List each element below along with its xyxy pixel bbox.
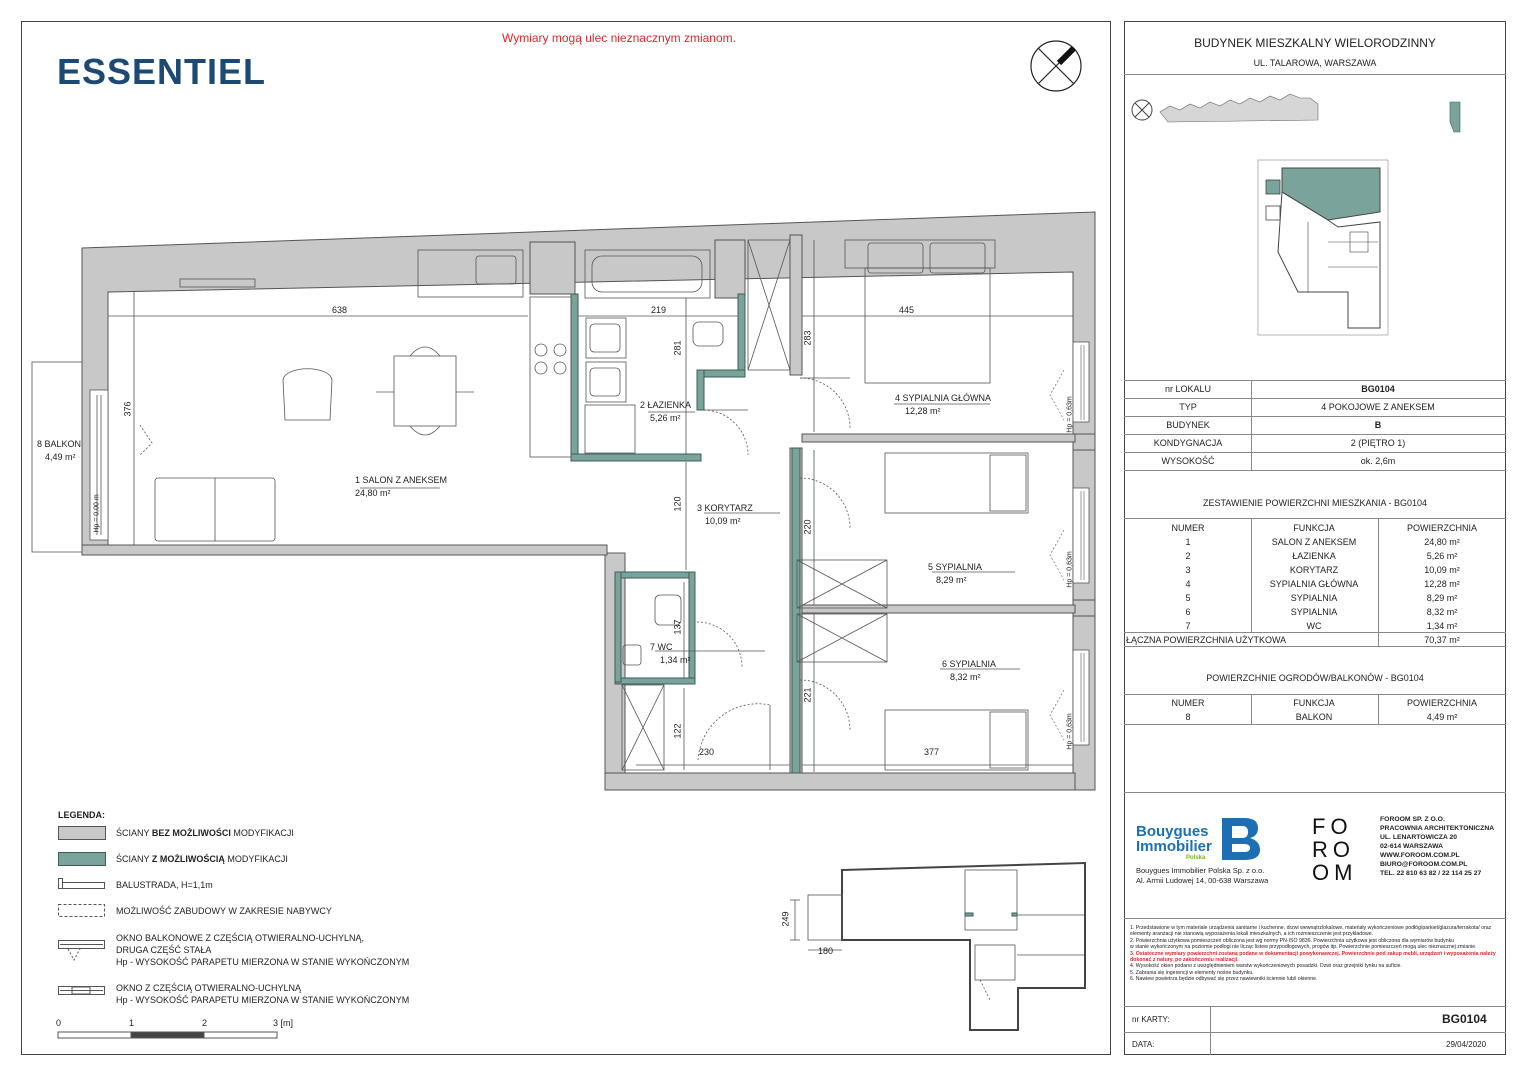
footnotes: 1. Przedstawione w tym materiale urządzenia sanitarne i kuchenne, drzwi wewnątrzlokalowe, materiały wykończeniowe podłóg/parkiet/glazura/terrakota/ oraz elementy aranżacji nie stanowią wyposażenia lokali mieszkalnych, a ich rozmieszczenie jest przykładowe. 2. Powierzchnia użytkowa pomieszczeń obliczona jest wg normy PN-ISO 9836. Powierzchnia użytkowa jest obliczona dla wymiarów budynku w stanie wykończonym na poziomie podłogi nie licząc listew przypodłogowych, progów itp. Powierzchnie pomieszczeń mogą ulec nieznacznej zmianie. 3. Ostateczne wymiary powierzchni zostaną podane w dokumentacji powykonawczej. Powierzchnie pod zakup mebli, urządzeń i wyposażenia należy dokonać z natury, po zakończeniu realizacji. 4. Wysokość okien podano z uwzględnieniem warstw wykończeniowych posadzki. Dzwi oraz grzejniki tynku na suficie. 5. Zabrania się ingerencji w elementy nośne budynku. 6. Nawiew powietrza będzie odbywać się przez nawiewniki ściennie lub/i okienne.: [1130, 925, 1496, 983]
info-label-lokal: nr LOKALU: [1164, 384, 1212, 394]
room-label-lazienka: 2 ŁAZIENKA 5,26 m²: [640, 400, 692, 423]
summary-row-area: 1,34 m²: [1426, 621, 1458, 631]
dim-638: 638: [332, 305, 348, 315]
summary-row-area: 12,28 m²: [1424, 579, 1460, 589]
compass-icon: [1028, 38, 1084, 94]
dim-376: 376: [122, 401, 133, 417]
info-value-typ: 4 POKOJOWE Z ANEKSEM: [1321, 402, 1435, 412]
scale-label-0: 0: [56, 1018, 62, 1028]
scale-label-1: 1: [129, 1018, 135, 1028]
site-plan: [1128, 92, 1498, 342]
summary-row-area: 10,09 m²: [1424, 565, 1460, 575]
window-icon: [58, 984, 106, 998]
building-address: UL. TALAROWA, WARSZAWA: [1253, 58, 1377, 68]
summary-header-funkcja: FUNKCJA: [1293, 523, 1335, 533]
scale-label-3: 3 [m]: [273, 1018, 294, 1028]
bouygues-logo: Bouygues Immobilier Polska: [1136, 823, 1212, 861]
dim-230: 230: [699, 747, 715, 757]
summary-header-powierzchnia: POWIERZCHNIA: [1406, 523, 1478, 533]
legend-title: LEGENDA:: [58, 810, 105, 820]
summary-row-num: 4: [1185, 579, 1191, 589]
hp-room4: Hp = 0,63m: [1066, 396, 1074, 433]
divider: [1124, 1032, 1506, 1033]
summary-row-func: SYPIALNIA GŁÓWNA: [1269, 579, 1359, 589]
room-label-sypialnia-5: 5 SYPIALNIA 8,29 m²: [928, 562, 983, 585]
summary-table: [1124, 518, 1506, 658]
summary-total-value: 70,37 m²: [1424, 635, 1460, 645]
scale-label-2: 2: [202, 1018, 208, 1028]
dim-137: 137: [672, 619, 683, 635]
card-label: nr KARTY:: [1132, 1015, 1170, 1024]
dim-281: 281: [672, 340, 683, 356]
summary-row-func: SYPIALNIA: [1290, 607, 1338, 617]
scale-bar: [56, 1030, 286, 1042]
info-value-lokal: BG0104: [1361, 384, 1395, 394]
legend-build-area-icon: [58, 904, 106, 918]
room-label-sypialnia-glowna: 4 SYPIALNIA GŁÓWNA 12,28 m²: [895, 393, 992, 416]
summary-row-num: 5: [1185, 593, 1191, 603]
bouygues-address-line1: Bouygues Immobilier Polska Sp. z o.o.: [1136, 866, 1265, 875]
summary-row-num: 7: [1185, 621, 1191, 631]
balcony-table: [1124, 694, 1506, 726]
summary-row-area: 24,80 m²: [1424, 537, 1460, 547]
room-label-sypialnia-6: 6 SYPIALNIA 8,32 m²: [942, 659, 997, 682]
legend-text-balcony-window: OKNO BALKONOWE Z CZĘŚCIĄ OTWIERALNO-UCHYLNĄ, DRUGA CZĘŚĆ STAŁA Hp - WYSOKOŚĆ PARAPETU MIERZONA W STANIE WYKOŃCZONYM: [116, 933, 410, 967]
dim-120: 120: [672, 496, 683, 512]
info-label-budynek: BUDYNEK: [1166, 420, 1210, 430]
info-value-wysokosc: ok. 2,6m: [1360, 456, 1396, 466]
dim-445: 445: [899, 305, 915, 315]
legend-swatch-grey: [58, 826, 106, 840]
legend-text-build-area: MOŻLIWOŚĆ ZABUDOWY W ZAKRESIE NABYWCY: [116, 906, 332, 916]
legend-balustrade-icon: [58, 878, 106, 892]
summary-row-func: ŁAZIENKA: [1292, 551, 1336, 561]
dim-220: 220: [802, 519, 813, 535]
hp-room6: Hp = 0,63m: [1066, 713, 1074, 750]
divider: [1210, 1006, 1211, 1055]
summary-row-num: 2: [1185, 551, 1191, 561]
hp-room5: Hp = 0,63m: [1066, 551, 1074, 588]
summary-row-area: 8,29 m²: [1426, 593, 1458, 603]
dimensions-warning: Wymiary mogą ulec nieznacznym zmianom.: [502, 31, 736, 45]
info-label-wysokosc: WYSOKOŚĆ: [1161, 456, 1215, 466]
dim-377: 377: [924, 747, 940, 757]
divider: [1124, 74, 1506, 75]
balcony-row-func: BALKON: [1295, 712, 1333, 722]
foroom-logo: FO RO OM: [1312, 814, 1358, 885]
summary-row-area: 5,26 m²: [1426, 551, 1458, 561]
summary-row-num: 1: [1185, 537, 1191, 547]
divider: [1124, 918, 1506, 919]
room-label-balkon: 8 BALKON 4,49 m²: [37, 439, 82, 462]
summary-title: ZESTAWIENIE POWIERZCHNI MIESZKANIA - BG0104: [1202, 498, 1428, 508]
legend-text-walls-modifiable: ŚCIANY Z MOŻLIWOŚCIĄ MODYFIKACJI: [116, 854, 288, 864]
foroom-details: FOROOM SP. Z O.O. PRACOWNIA ARCHITEKTONICZNA UL. LENARTOWICZA 20 02-614 WARSZAWA WWW.FOROOM.COM.PL BIURO@FOROOM.COM.PL TEL. 22 810 63 82 / 22 114 25 27: [1380, 816, 1495, 877]
legend-text-window: OKNO Z CZĘŚCIĄ OTWIERALNO-UCHYLNĄ Hp - WYSOKOŚĆ PARAPETU MIERZONA W STANIE WYKOŃCZONYM: [116, 983, 410, 1005]
summary-row-num: 3: [1185, 565, 1191, 575]
divider: [1124, 792, 1506, 793]
room-label-salon: 1 SALON Z ANEKSEM 24,80 m²: [355, 475, 448, 498]
balcony-header-numer: NUMER: [1171, 698, 1205, 708]
bouygues-b-icon: [1218, 816, 1262, 862]
key-dim-249: 249: [780, 911, 791, 927]
card-number: BG0104: [1442, 1012, 1487, 1026]
building-title: BUDYNEK MIESZKALNY WIELORODZINNY: [1194, 36, 1436, 50]
summary-row-num: 6: [1185, 607, 1191, 617]
balcony-title: POWIERZCHNIE OGRODÓW/BALKONÓW - BG0104: [1206, 673, 1424, 683]
dim-122: 122: [672, 723, 683, 739]
summary-total-label: ŁĄCZNA POWIERZCHNIA UŻYTKOWA: [1126, 635, 1287, 645]
balcony-row-area: 4,49 m²: [1426, 712, 1458, 722]
info-label-kondygnacja: KONDYGNACJA: [1153, 438, 1223, 448]
date-label: DATA:: [1132, 1040, 1155, 1049]
hp-balcony: Hp = 0,00 m: [93, 494, 101, 533]
summary-row-func: WC: [1306, 621, 1322, 631]
balcony-row-num: 8: [1185, 712, 1191, 722]
legend-text-balustrade: BALUSTRADA, H=1,1m: [116, 880, 213, 890]
summary-header-numer: NUMER: [1171, 523, 1205, 533]
dim-283: 283: [802, 330, 813, 346]
info-value-kondygnacja: 2 (PIĘTRO 1): [1350, 438, 1406, 448]
info-label-typ: TYP: [1179, 402, 1197, 412]
room-label-wc: 7 WC 1,34 m²: [650, 642, 691, 665]
dim-221: 221: [802, 687, 813, 703]
essentiel-logo: ESSENTIEL: [57, 51, 267, 92]
summary-row-func: KORYTARZ: [1289, 565, 1339, 575]
divider: [1124, 1006, 1506, 1007]
legend-text-walls-fixed: ŚCIANY BEZ MOŻLIWOŚCI MODYFIKACJI: [116, 828, 294, 838]
balcony-header-funkcja: FUNKCJA: [1293, 698, 1335, 708]
summary-row-func: SYPIALNIA: [1290, 593, 1338, 603]
bouygues-address-line2: Al. Armii Ludowej 14, 00-638 Warszawa: [1136, 876, 1269, 885]
room-label-korytarz: 3 KORYTARZ 10,09 m²: [697, 503, 753, 526]
date-value: 29/04/2020: [1446, 1040, 1487, 1049]
summary-row-func: SALON Z ANEKSEM: [1271, 537, 1357, 547]
summary-row-area: 8,32 m²: [1426, 607, 1458, 617]
balcony-window-icon: [58, 938, 106, 964]
floor-plan: [25, 205, 1105, 805]
balcony-header-powierzchnia: POWIERZCHNIA: [1406, 698, 1478, 708]
key-dim-180: 180: [818, 946, 834, 956]
info-table: [1124, 380, 1506, 472]
info-value-budynek: B: [1374, 420, 1382, 430]
legend-swatch-green: [58, 852, 106, 866]
dim-219: 219: [651, 305, 667, 315]
